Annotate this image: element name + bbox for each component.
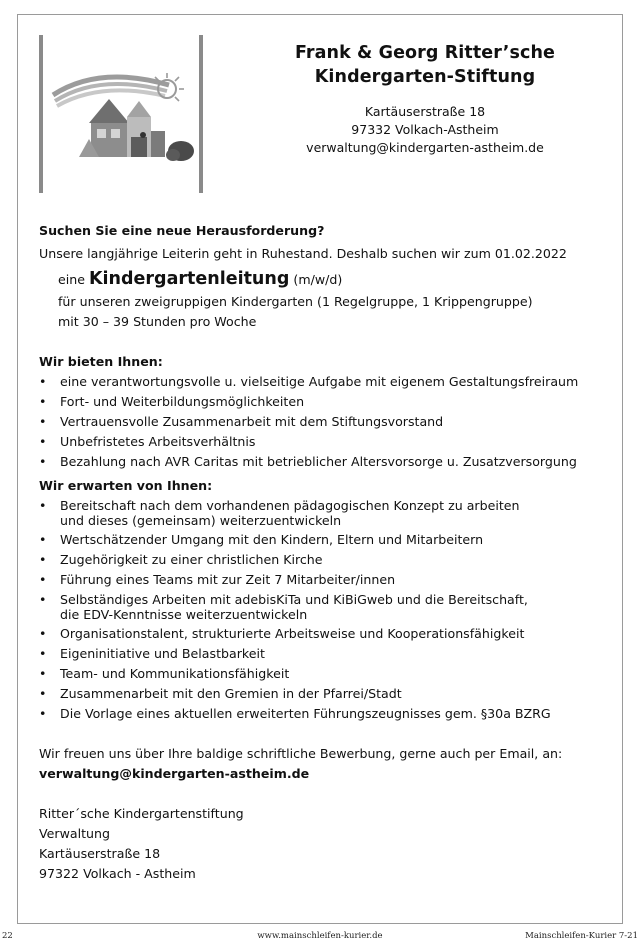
position-prefix: eine	[58, 272, 85, 287]
position-detail-1: für unseren zweigruppigen Kindergarten (1 Regelgruppe, 1 Krippengruppe)	[58, 294, 533, 309]
list-item: • Wertschätzender Umgang mit den Kindern, Eltern und Mitarbeitern	[39, 532, 484, 547]
intro-sentence: Unsere langjährige Leiterin geht in Ruhestand. Deshalb suchen wir zum 01.02.2022	[39, 246, 567, 261]
org-email[interactable]: verwaltung@kindergarten-astheim.de	[306, 140, 544, 155]
contact-line-4: 97322 Volkach - Astheim	[39, 866, 196, 881]
org-name-line1: Frank & Georg Ritter’sche	[294, 43, 556, 63]
list-item: • Zusammenarbeit mit den Gremien in der Pfarrei/Stadt	[39, 686, 402, 701]
contact-line-2: Verwaltung	[39, 826, 110, 841]
offer-list	[39, 372, 619, 472]
position-title: Kindergartenleitung	[89, 269, 290, 289]
org-city: 97332 Volkach-Astheim	[351, 122, 499, 137]
list-item: • Führung eines Teams mit zur Zeit 7 Mitarbeiter/innen	[39, 572, 396, 587]
page-number: 22	[2, 931, 13, 941]
page-footer	[0, 931, 640, 945]
application-email[interactable]: verwaltung@kindergarten-astheim.de	[39, 766, 310, 781]
contact-line-1: Ritter´sche Kindergartenstiftung	[39, 806, 244, 821]
position-gender: (m/w/d)	[293, 272, 343, 287]
org-name-line2: Kindergarten-Stiftung	[314, 67, 536, 87]
intro-question: Suchen Sie eine neue Herausforderung?	[39, 223, 325, 238]
list-item: • Bezahlung nach AVR Caritas mit betrieblicher Altersvorsorge u. Zusatzversorgung	[39, 454, 577, 469]
list-item: • Team- und Kommunikationsfähigkeit	[39, 666, 290, 681]
org-street: Kartäuserstraße 18	[364, 104, 486, 119]
position-detail-2: mit 30 – 39 Stunden pro Woche	[58, 314, 257, 329]
list-item: • Organisationstalent, strukturierte Arbeitsweise und Kooperationsfähigkeit	[39, 626, 525, 641]
job-ad-body	[39, 221, 619, 884]
list-item: • Die Vorlage eines aktuellen erweiterten Führungszeugnisses gem. §30a BZRG	[39, 706, 551, 721]
list-item: • Bereitschaft nach dem vorhandenen pädagogischen Konzept zu arbeiten und dieses (gemeinsam) weiterzuentwickeln	[39, 498, 520, 528]
offer-heading: Wir bieten Ihnen:	[39, 354, 163, 369]
expect-heading: Wir erwarten von Ihnen:	[39, 478, 213, 493]
expect-list	[39, 496, 619, 724]
ad-frame	[17, 14, 623, 924]
list-item: • eine verantwortungsvolle u. vielseitige Aufgabe mit eigenem Gestaltungsfreiraum	[39, 374, 579, 389]
position-line	[39, 267, 619, 292]
list-item: • Selbständiges Arbeiten mit adebisKiTa und KiBiGweb und die Bereitschaft, die EDV-Kenntnisse weiterzuentwickeln	[39, 592, 528, 622]
list-item: • Vertrauensvolle Zusammenarbeit mit dem Stiftungsvorstand	[39, 414, 444, 429]
kindergarten-logo	[39, 35, 207, 195]
footer-website[interactable]: www.mainschleifen-kurier.de	[257, 931, 383, 941]
list-item: • Unbefristetes Arbeitsverhältnis	[39, 434, 256, 449]
list-item: • Eigeninitiative und Belastbarkeit	[39, 646, 265, 661]
list-item: • Zugehörigkeit zu einer christlichen Kirche	[39, 552, 323, 567]
list-item: • Fort- und Weiterbildungsmöglichkeiten	[39, 394, 305, 409]
organization-header	[280, 41, 570, 157]
closing-sentence: Wir freuen uns über Ihre baldige schriftliche Bewerbung, gerne auch per Email, an:	[39, 746, 563, 761]
footer-issue: Mainschleifen-Kurier 7-21	[525, 931, 638, 941]
contact-line-3: Kartäuserstraße 18	[39, 846, 161, 861]
